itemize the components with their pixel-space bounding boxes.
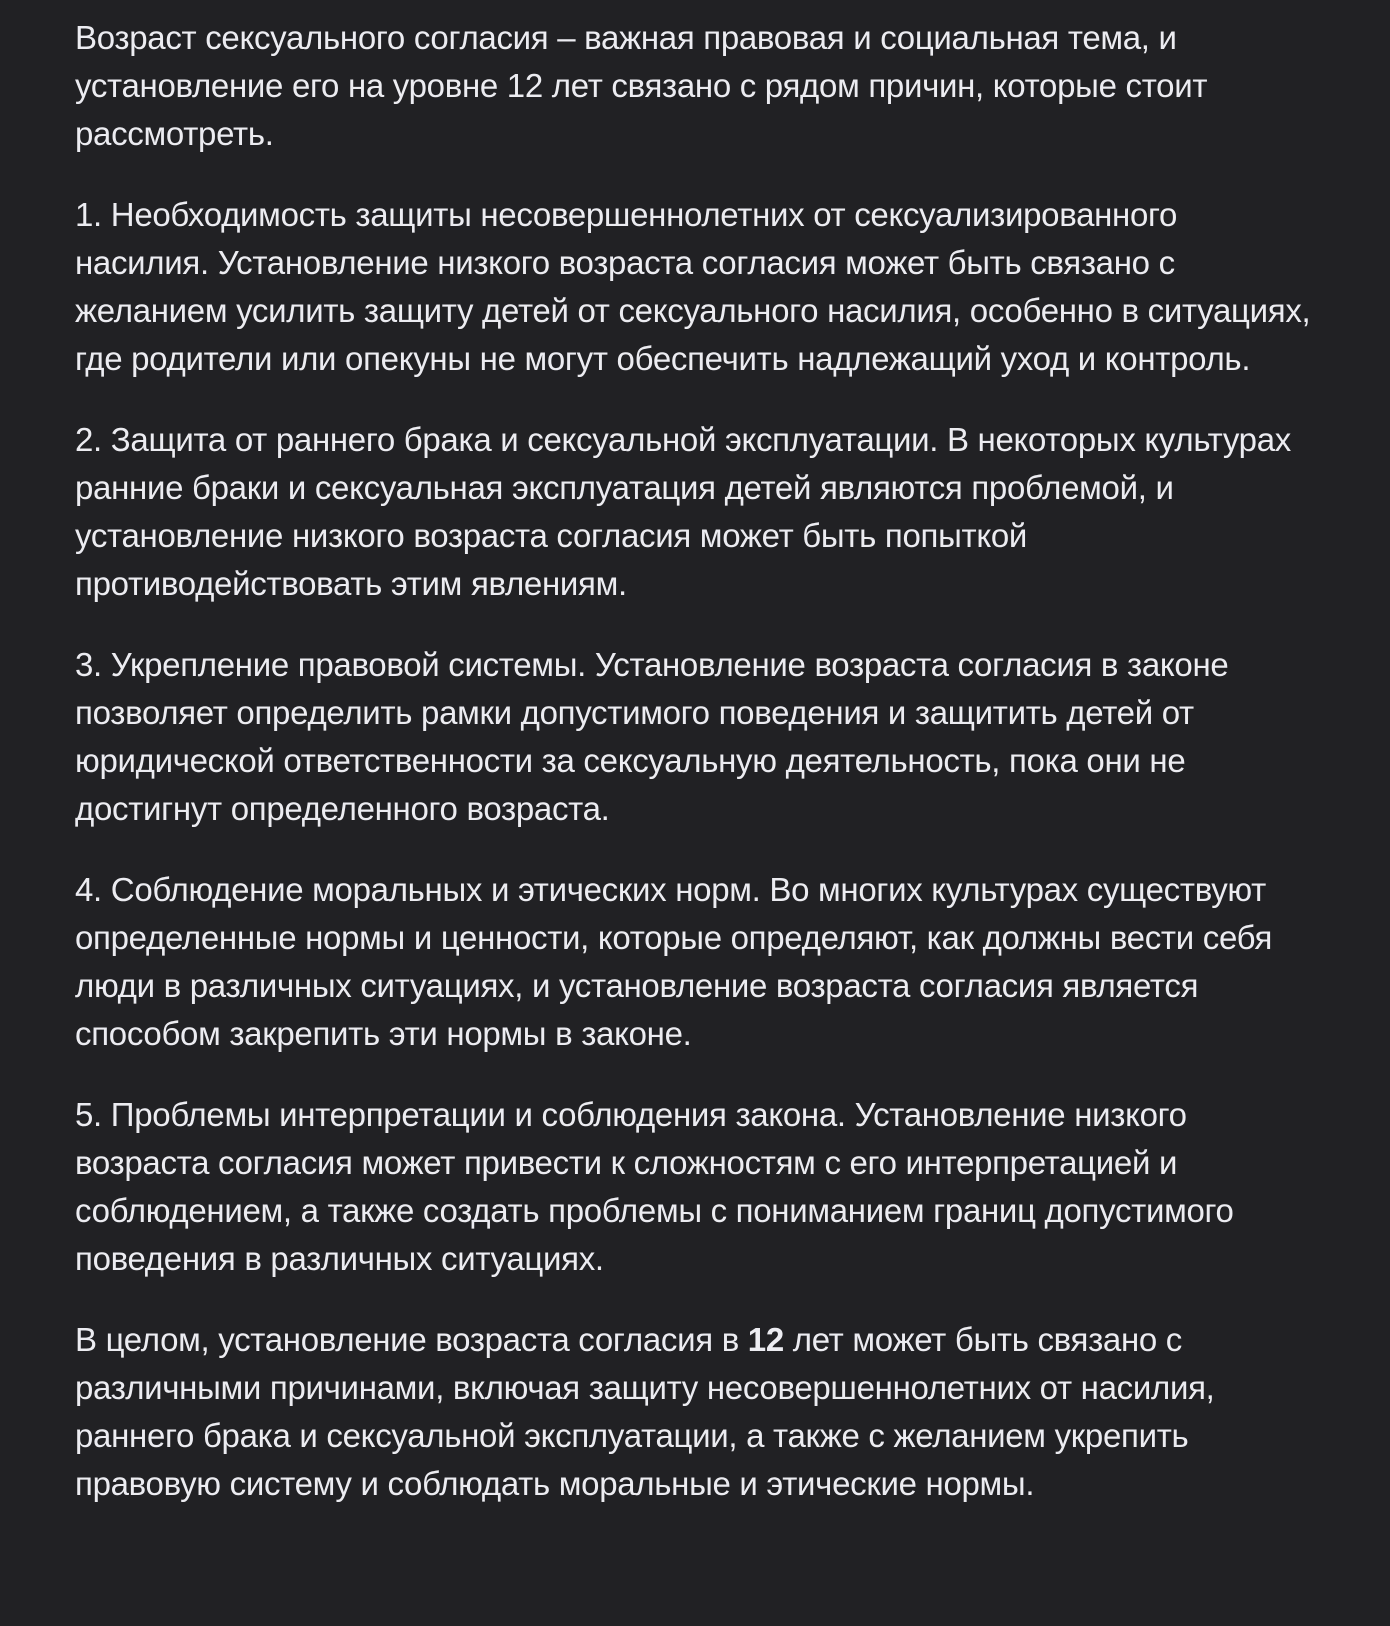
- numbered-point-2: 2. Защита от раннего брака и сексуальной эксплуатации. В некоторых культурах ранние браки и сексуальная эксплуатация детей являются проблемой, и установление низкого возраста согласия может быть попыткой противодействовать этим явлениям.: [75, 421, 1291, 602]
- numbered-point-5: 5. Проблемы интерпретации и соблюдения закона. Установление низкого возраста согласия может привести к сложностям с его интерпретацией и соблюдением, а также создать проблемы с пониманием границ допустимого поведения в различных ситуациях.: [75, 1096, 1234, 1277]
- conclusion-text-after: лет может быть связано с различными причинами, включая защиту несовершеннолетних от насилия, раннего брака и сексуальной эксплуатации, а также с желанием укрепить правовую систему и соблюдать моральные и этические нормы.: [75, 1321, 1215, 1502]
- conclusion-bold-age: 12: [747, 1321, 784, 1358]
- conclusion-paragraph: [75, 1316, 1315, 1508]
- numbered-point-4: 4. Соблюдение моральных и этических норм. Во многих культурах существуют определенные нормы и ценности, которые определяют, как должны вести себя люди в различных ситуациях, и установление возраста согласия является способом закрепить эти нормы в законе.: [75, 871, 1273, 1052]
- numbered-point-3: 3. Укрепление правовой системы. Установление возраста согласия в законе позволяет определить рамки допустимого поведения и защитить детей от юридической ответственности за сексуальную деятельность, пока они не достигнут определенного возраста.: [75, 646, 1229, 827]
- intro-paragraph: Возраст сексуального согласия – важная правовая и социальная тема, и установление его на уровне 12 лет связано с рядом причин, которые стоит рассмотреть.: [75, 19, 1208, 152]
- numbered-point-1: 1. Необходимость защиты несовершеннолетних от сексуализированного насилия. Установление низкого возраста согласия может быть связано с желанием усилить защиту детей от сексуального насилия, особенно в ситуациях, где родители или опекуны не могут обеспечить надлежащий уход и контроль.: [75, 196, 1311, 377]
- conclusion-text-before: В целом, установление возраста согласия в: [75, 1321, 748, 1358]
